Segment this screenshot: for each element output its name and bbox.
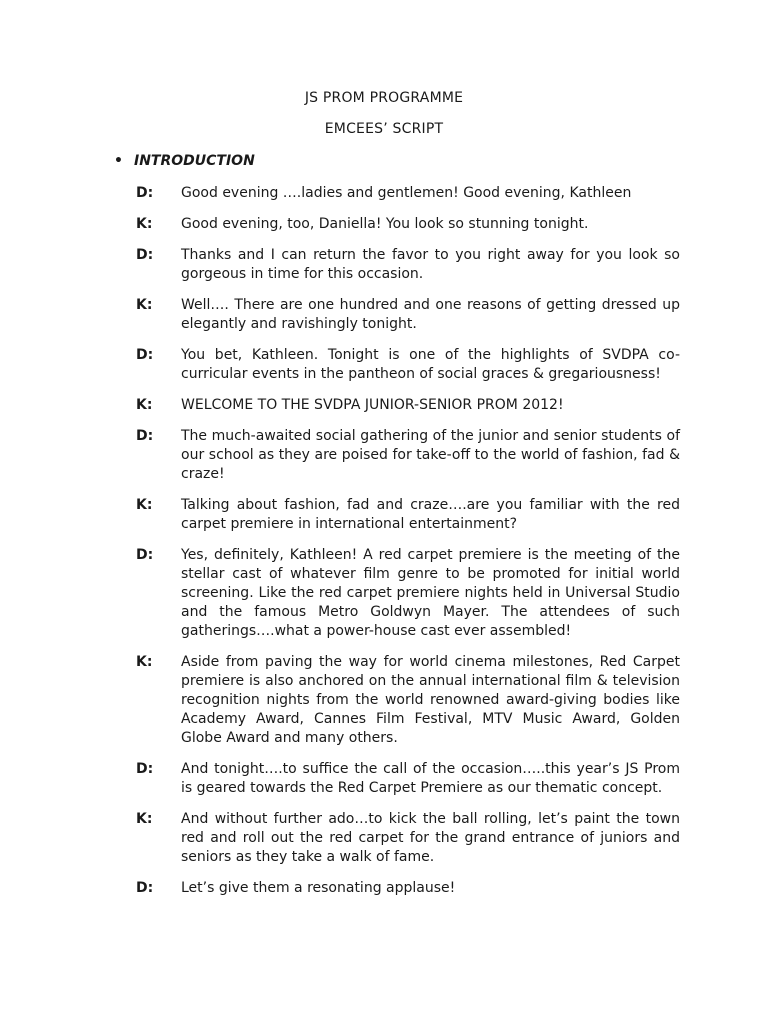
script-line [136,184,680,203]
script-line [136,296,680,334]
speaker-text: Thanks and I can return the favor to you right away for you look so gorgeous in time for this occasion. [181,247,680,282]
speaker-text: WELCOME TO THE SVDPA JUNIOR-SENIOR PROM 2012! [181,397,564,413]
speaker-text: Good evening, too, Daniella! You look so stunning tonight. [181,216,589,232]
script-line [136,496,680,534]
speaker-text: You bet, Kathleen. Tonight is one of the highlights of SVDPA co-curricular events in the pantheon of social graces & gregariousness! [181,347,680,382]
speaker-text: The much-awaited social gathering of the junior and senior students of our school as they are poised for take-off to the world of fashion, fad & craze! [181,428,680,482]
script-line [136,879,680,898]
speaker-label: K: [136,811,153,827]
speaker-text: Let’s give them a resonating applause! [181,880,456,896]
speaker-label: D: [136,880,154,896]
script-line [136,760,680,798]
speaker-text: Well…. There are one hundred and one reasons of getting dressed up elegantly and ravishingly tonight. [181,297,680,332]
script-line [136,215,680,234]
speaker-label: D: [136,185,154,201]
speaker-label: K: [136,497,153,513]
script-line [136,653,680,748]
speaker-text: Talking about fashion, fad and craze….are you familiar with the red carpet premiere in international entertainment? [181,497,680,532]
speaker-text: Yes, definitely, Kathleen! A red carpet premiere is the meeting of the stellar cast of whatever film genre to be promoted for initial world screening. Like the red carpet premiere nights held in Universal Studio and the famous Metro Goldwyn Mayer. The attendees of such gatherings….what a power-house cast ever assembled! [181,547,680,639]
speaker-label: K: [136,216,153,232]
script-line [136,396,680,415]
section-label: INTRODUCTION [134,153,255,169]
speaker-text: And without further ado…to kick the ball rolling, let’s paint the town red and roll out the red carpet for the grand entrance of juniors and seniors as they take a walk of fame. [181,811,680,865]
speaker-label: K: [136,297,153,313]
speaker-label: K: [136,397,153,413]
speaker-text: Aside from paving the way for world cinema milestones, Red Carpet premiere is also anchored on the annual international film & television recognition nights from the world renowned award-giving bodies like Academy Award, Cannes Film Festival, MTV Music Award, Golden Globe Award and many others. [181,654,680,746]
speaker-label: D: [136,347,154,363]
script-lines [136,184,680,910]
speaker-label: K: [136,654,153,670]
speaker-text: Good evening ….ladies and gentlemen! Good evening, Kathleen [181,185,632,201]
document-subtitle: EMCEES’ SCRIPT [324,121,444,137]
script-line [136,427,680,484]
speaker-label: D: [136,247,154,263]
bullet-icon: • [114,153,123,169]
script-line [136,346,680,384]
script-line [136,246,680,284]
script-line [136,546,680,641]
speaker-label: D: [136,428,154,444]
speaker-text: And tonight….to suffice the call of the occasion…..this year’s JS Prom is geared towards the Red Carpet Premiere as our thematic concept. [181,761,680,796]
speaker-label: D: [136,761,154,777]
section-heading [114,153,255,169]
document-title: JS PROM PROGRAMME [304,90,464,106]
speaker-label: D: [136,547,154,563]
script-line [136,810,680,867]
